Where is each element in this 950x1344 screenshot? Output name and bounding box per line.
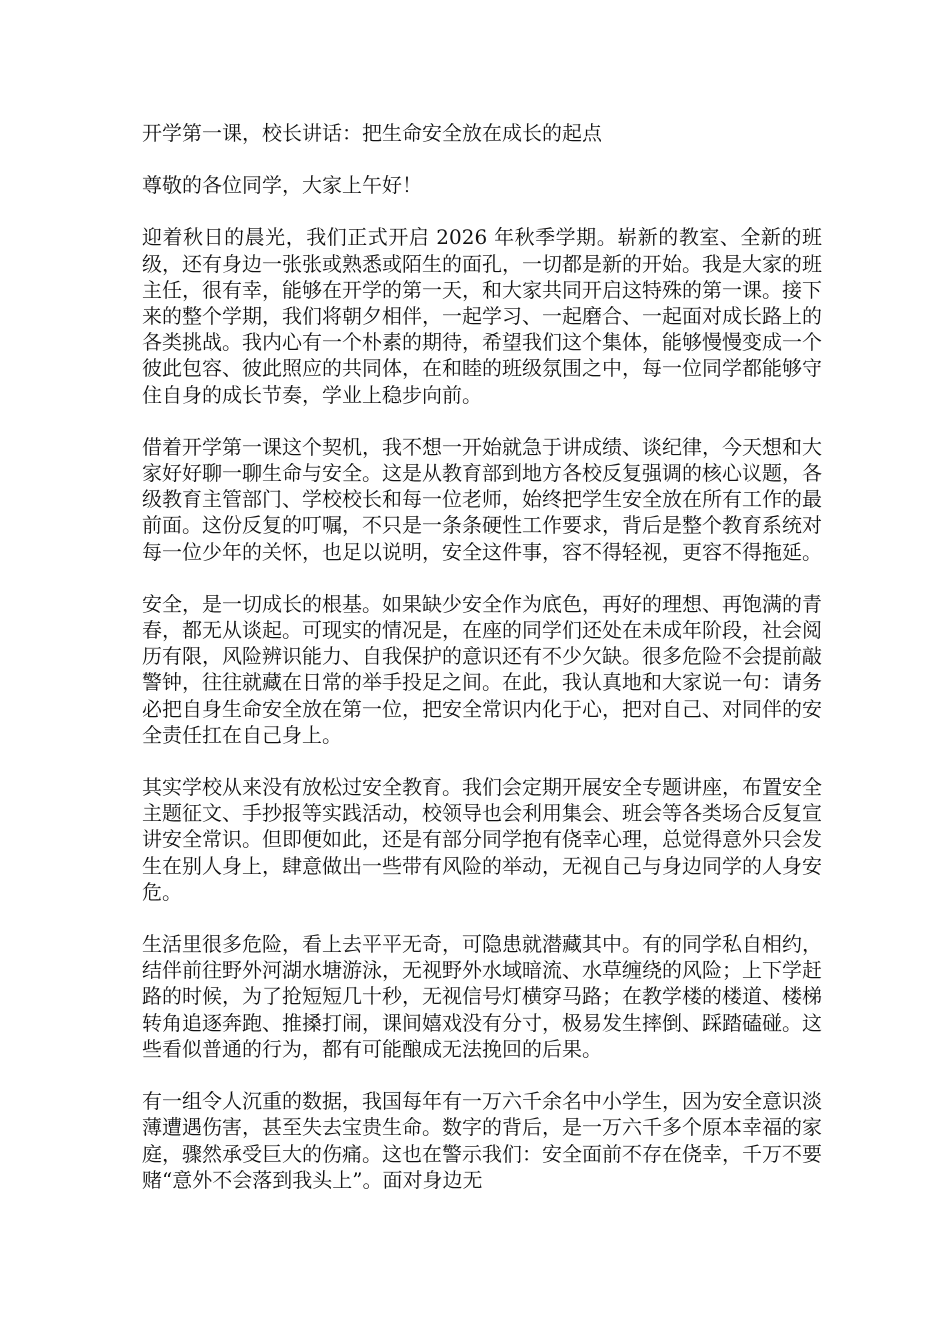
paragraph: 生活里很多危险，看上去平平无奇，可隐患就潜藏其中。有的同学私自相约，结伴前往野外河湖水塘游泳，无视野外水域暗流、水草缠绕的风险；上下学赶路的时候，为了抢短短几十秒，无视信号灯横穿马路；在教学楼的楼道、楼梯转角追逐奔跑、推搡打闹，课间嬉戏没有分寸，极易发生摔倒、踩踏磕碰。这些看似普通的行为，都有可能酿成无法挽回的后果。 (142, 932, 822, 1061)
paragraph: 其实学校从来没有放松过安全教育。我们会定期开展安全专题讲座，布置安全主题征文、手抄报等实践活动，校领导也会利用集会、班会等各类场合反复宣讲安全常识。但即便如此，还是有部分同学抱有侥幸心理，总觉得意外只会发生在别人身上，肆意做出一些带有风险的举动，无视自己与身边同学的人身安危。 (142, 775, 822, 904)
paragraph: 安全，是一切成长的根基。如果缺少安全作为底色，再好的理想、再饱满的青春，都无从谈起。可现实的情况是，在座的同学们还处在未成年阶段，社会阅历有限，风险辨识能力、自我保护的意识还有不少欠缺。很多危险不会提前敲警钟，往往就藏在日常的举手投足之间。在此，我认真地和大家说一句：请务必把自身生命安全放在第一位，把安全常识内化于心，把对自己、对同伴的安全责任扛在自己身上。 (142, 591, 822, 747)
document-page (142, 120, 822, 1219)
paragraph: 迎着秋日的晨光，我们正式开启 2026 年秋季学期。崭新的教室、全新的班级，还有身边一张张或熟悉或陌生的面孔，一切都是新的开始。我是大家的班主任，很有幸，能够在开学的第一天，和大家共同开启这特殊的第一课。接下来的整个学期，我们将朝夕相伴，一起学习、一起磨合、一起面对成长路上的各类挑战。我内心有一个朴素的期待，希望我们这个集体，能够慢慢变成一个彼此包容、彼此照应的共同体，在和睦的班级氛围之中，每一位同学都能够守住自身的成长节奏，学业上稳步向前。 (142, 225, 822, 407)
document-title: 开学第一课，校长讲话：把生命安全放在成长的起点 (142, 121, 602, 145)
greeting: 尊敬的各位同学，大家上午好！ (142, 173, 422, 198)
paragraph: 借着开学第一课这个契机，我不想一开始就急于讲成绩、谈纪律，今天想和大家好好聊一聊生命与安全。这是从教育部到地方各校反复强调的核心议题，各级教育主管部门、学校校长和每一位老师，始终把学生安全放在所有工作的最前面。这份反复的叮嘱，不只是一条条硬性工作要求，背后是整个教育系统对每一位少年的关怀，也足以说明，安全这件事，容不得轻视，更容不得拖延。 (142, 434, 822, 564)
paragraph: 有一组令人沉重的数据，我国每年有一万六千余名中小学生，因为安全意识淡薄遭遇伤害，甚至失去宝贵生命。数字的背后，是一万六千多个原本幸福的家庭，骤然承受巨大的伤痛。这也在警示我们：安全面前不存在侥幸，千万不要赌“意外不会落到我头上”。面对身边无 (142, 1089, 822, 1192)
